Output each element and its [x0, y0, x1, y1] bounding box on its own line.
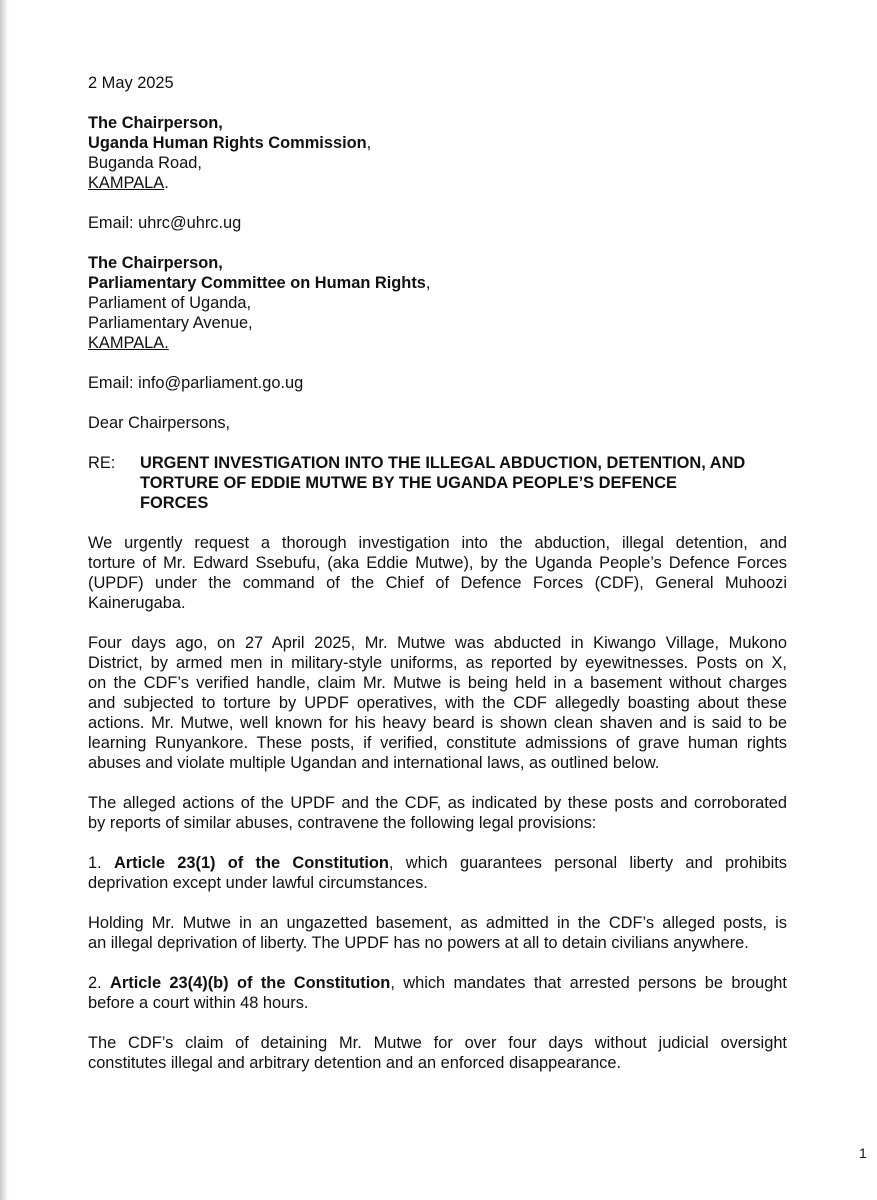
recipient-city: KAMPALA.	[88, 334, 169, 352]
paragraph-line: an illegal deprivation of liberty. The UPDF has no powers at all to detain civilians anywhere.	[88, 934, 749, 952]
recipient-org-comma: ,	[366, 134, 372, 152]
paragraph-line: Holding Mr. Mutwe in an ungazetted basement, as admitted in the CDF’s alleged posts, is	[88, 914, 787, 932]
paragraph-line: learning Runyankore. These posts, if verified, constitute admissions of grave human rights	[88, 734, 787, 752]
letter-date	[88, 73, 787, 93]
page-number: 1	[859, 1145, 867, 1161]
paragraph-line: on the CDF’s verified handle, claim Mr. Mutwe is being held in a basement without charges	[88, 674, 787, 692]
uhrc-email-text: Email: uhrc@uhrc.ug	[88, 214, 242, 232]
recipient-org: Uganda Human Rights Commission	[88, 134, 367, 152]
legal-item-2	[88, 973, 787, 1013]
subject-line-2: TORTURE OF EDDIE MUTWE BY THE UGANDA PEOPLE’S DEFENCE	[140, 474, 677, 492]
legal-item-description: , which guarantees personal liberty and prohibits	[388, 854, 787, 872]
subject-label: RE:	[88, 454, 116, 472]
legal-item-article: Article 23(4)(b) of the Constitution	[110, 974, 391, 992]
letter-page	[88, 73, 787, 1073]
paragraph-line: actions. Mr. Mutwe, well known for his heavy beard is shown clean shaven and is said to be	[88, 714, 787, 732]
recipient-address: Parliamentary Avenue,	[88, 314, 253, 332]
paragraph-line: The alleged actions of the UPDF and the CDF, as indicated by these posts and corroborated	[88, 794, 787, 812]
paragraph-liberty	[88, 913, 787, 953]
paragraph-legal-intro	[88, 793, 787, 833]
recipient-city: KAMPALA	[88, 174, 165, 192]
subject-line-1: URGENT INVESTIGATION INTO THE ILLEGAL ABDUCTION, DETENTION, AND	[140, 454, 746, 472]
recipient-title: The Chairperson,	[88, 114, 223, 132]
paragraph-line: Four days ago, on 27 April 2025, Mr. Mutwe was abducted in Kiwango Village, Mukono	[88, 634, 787, 652]
recipient-org-line	[88, 133, 787, 153]
parliament-email	[88, 373, 787, 393]
uhrc-email	[88, 213, 787, 233]
recipient-org: Parliamentary Committee on Human Rights	[88, 274, 426, 292]
recipient-uhrc	[88, 113, 787, 193]
recipient-org-comma: ,	[425, 274, 431, 292]
legal-item-number: 2.	[88, 974, 111, 992]
salutation-text: Dear Chairpersons,	[88, 414, 231, 432]
paragraph-request	[88, 533, 787, 613]
recipient-org-line	[88, 273, 787, 293]
legal-item-line	[88, 853, 787, 873]
legal-item-article: Article 23(1) of the Constitution	[113, 854, 389, 872]
paragraph-line: Kainerugaba.	[88, 594, 186, 612]
paragraph-line: and subjected to torture by UPDF operatives, with the CDF allegedly boasting about these	[88, 694, 787, 712]
paragraph-line: The CDF’s claim of detaining Mr. Mutwe for over four days without judicial oversight	[88, 1034, 787, 1052]
subject-text	[140, 453, 787, 513]
paragraph-detention	[88, 1033, 787, 1073]
paragraph-line: (UPDF) under the command of the Chief of Defence Forces (CDF), General Muhoozi	[88, 574, 787, 592]
paragraph-line: abuses and violate multiple Ugandan and international laws, as outlined below.	[88, 754, 660, 772]
page-edge-shadow	[0, 0, 9, 1200]
recipient-address: Parliament of Uganda,	[88, 294, 252, 312]
legal-item-number: 1.	[88, 854, 114, 872]
legal-item-line	[88, 973, 787, 993]
paragraph-line: torture of Mr. Edward Ssebufu, (aka Eddie Mutwe), by the Uganda People’s Defence Forces	[88, 554, 787, 572]
salutation	[88, 413, 787, 433]
subject-line-3: FORCES	[140, 494, 209, 512]
parliament-email-text: Email: info@parliament.go.ug	[88, 374, 304, 392]
paragraph-line: We urgently request a thorough investigation into the abduction, illegal detention, and	[88, 534, 787, 552]
recipient-title: The Chairperson,	[88, 254, 223, 272]
paragraph-line: by reports of similar abuses, contravene the following legal provisions:	[88, 814, 597, 832]
legal-item-description: , which mandates that arrested persons be brought	[390, 974, 787, 992]
recipient-parliament	[88, 253, 787, 353]
date-text: 2 May 2025	[88, 74, 174, 92]
recipient-address: Buganda Road,	[88, 154, 202, 172]
paragraph-abduction	[88, 633, 787, 773]
recipient-city-line	[88, 173, 787, 193]
legal-item-line: deprivation except under lawful circumstances.	[88, 874, 428, 892]
legal-item-line: before a court within 48 hours.	[88, 994, 309, 1012]
paragraph-line: constitutes illegal and arbitrary detention and an enforced disappearance.	[88, 1054, 622, 1072]
subject-line	[88, 453, 787, 513]
paragraph-line: District, by armed men in military-style uniforms, as reported by eyewitnesses. Posts on X,	[88, 654, 787, 672]
legal-item-1	[88, 853, 787, 893]
recipient-city-dot: .	[164, 174, 169, 192]
